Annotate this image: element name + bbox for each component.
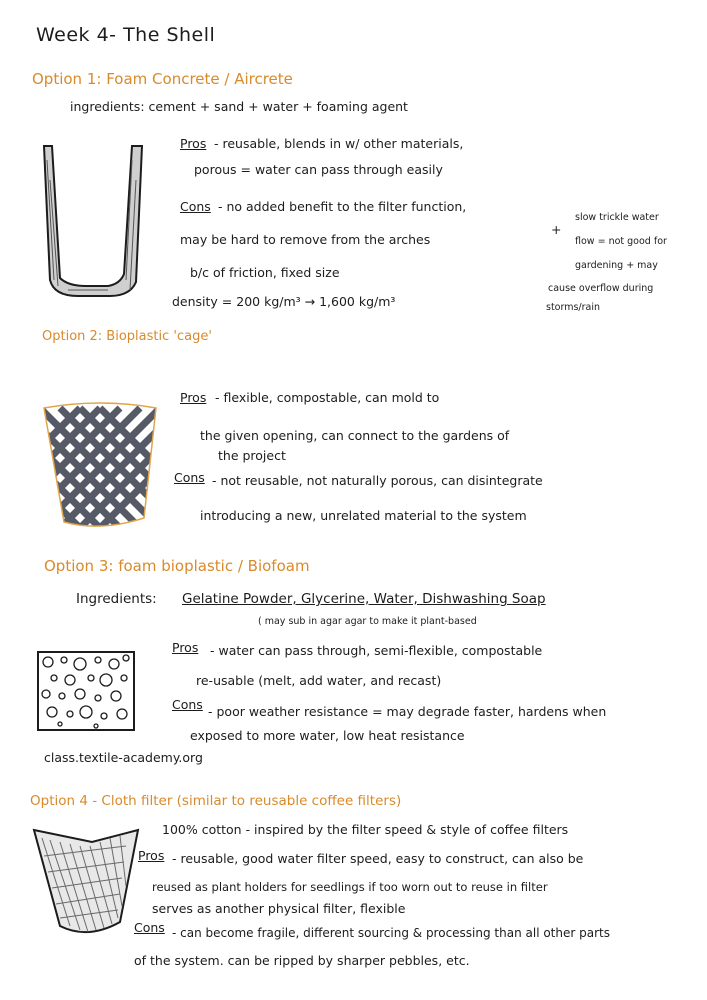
option3-agar-note: ( may sub in agar agar to make it plant-based <box>258 616 477 627</box>
option3-heading: Option 3: foam bioplastic / Biofoam <box>44 557 310 575</box>
option2-cons-line1: - not reusable, not naturally porous, can disintegrate <box>212 473 543 488</box>
option4-pros-line2: reused as plant holders for seedlings if too worn out to reuse in filter <box>152 880 548 894</box>
option2-pros-line3: the project <box>218 448 286 463</box>
page-title: Week 4- The Shell <box>36 24 216 46</box>
option1-side-note-5: storms/rain <box>546 302 601 313</box>
option4-heading: Option 4 - Cloth filter (similar to reusable coffee filters) <box>30 793 402 809</box>
option3-cons-label: Cons <box>172 697 203 712</box>
option4-pros-line1: - reusable, good water filter speed, easy to construct, can also be <box>172 851 584 866</box>
option1-side-note-3: gardening + may <box>575 260 658 271</box>
option1-side-plus: + <box>551 222 562 237</box>
option1-pros-line2: porous = water can pass through easily <box>194 162 443 177</box>
option3-ingredients: Gelatine Powder, Glycerine, Water, Dishwashing Soap <box>182 591 546 607</box>
option2-cons-label: Cons <box>174 470 205 485</box>
option3-pros-line1: - water can pass through, semi-flexible, compostable <box>210 643 543 658</box>
option1-density: density = 200 kg/m³ → 1,600 kg/m³ <box>172 294 396 309</box>
option3-pros-line2: re-usable (melt, add water, and recast) <box>196 673 442 688</box>
option2-pros-line2: the given opening, can connect to the gardens of <box>200 428 510 443</box>
option4-cons-label: Cons <box>134 920 165 935</box>
option1-cons-line3: b/c of friction, fixed size <box>190 265 340 280</box>
option4-material: 100% cotton - inspired by the filter speed & style of coffee filters <box>162 822 569 837</box>
option3-ingredients-label: Ingredients: <box>76 591 157 607</box>
option2-heading: Option 2: Bioplastic 'cage' <box>42 329 212 344</box>
option2-cons-line2: introducing a new, unrelated material to the system <box>200 508 527 523</box>
option2-pros-line1: - flexible, compostable, can mold to <box>215 390 440 405</box>
option3-cons-line1: - poor weather resistance = may degrade faster, hardens when <box>208 704 607 719</box>
option1-heading: Option 1: Foam Concrete / Aircrete <box>32 70 293 88</box>
option1-cons-label: Cons <box>180 199 211 214</box>
cloth-filter-cone-sketch <box>30 826 142 944</box>
option1-cons-line1: - no added benefit to the filter function, <box>218 199 467 214</box>
option3-pros-label: Pros <box>172 640 199 655</box>
option2-pros-label: Pros <box>180 390 207 405</box>
option3-cons-line2: exposed to more water, low heat resistance <box>190 728 465 743</box>
option1-side-note-2: flow = not good for <box>575 236 667 247</box>
option1-cons-line2: may be hard to remove from the arches <box>180 232 431 247</box>
option1-pros-label: Pros <box>180 136 207 151</box>
option4-pros-label: Pros <box>138 848 165 863</box>
lattice-cage-sketch <box>40 398 160 533</box>
option4-cons-line2: of the system. can be ripped by sharper pebbles, etc. <box>134 953 470 968</box>
option3-image-credit: class.textile-academy.org <box>44 750 203 765</box>
u-shaped-foam-concrete-sketch <box>38 140 148 300</box>
option4-cons-line1: - can become fragile, different sourcing & processing than all other parts <box>172 926 610 940</box>
option1-side-note-1: slow trickle water <box>575 212 659 223</box>
option1-pros-line1: - reusable, blends in w/ other materials, <box>214 136 464 151</box>
option1-ingredients: ingredients: cement + sand + water + foaming agent <box>70 99 408 114</box>
option1-side-note-4: cause overflow during <box>548 283 654 294</box>
biofoam-bubbles-sketch <box>36 650 136 732</box>
option4-pros-line3: serves as another physical filter, flexible <box>152 901 406 916</box>
